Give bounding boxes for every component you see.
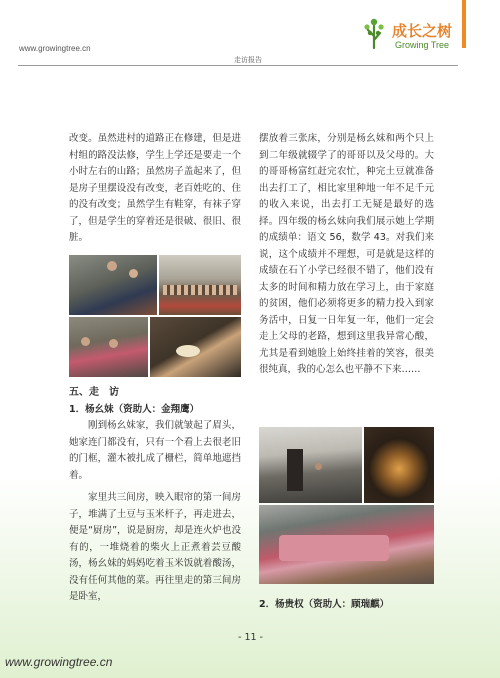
paragraph-bedroom: 摆放着三张床，分别是杨幺妹和两个只上到二年级就辍学了的哥哥以及父母的。大的哥哥杨富红赶完农忙，种完土豆就准备出去打工了，相比家里种地一年不足千元的收入来说，出去打工无疑是最好的选择。四年级的杨幺妹向我们展示她上学期的成绩单：语文 56，数学 43。对我们来说，这个成绩并不理想，可是就是这样的成绩在石丫小学已经很不错了，他们没有太多的时间和精力放在学习上，由于家庭的贫困，他们必须将更多的精力投入到家务活中，日复一日年复一年，他们一定会走上父母的老路，想到这里我异常心酸，尤其是看到她脸上始终挂着的笑容，很美很纯真，我的心怎么也平静不下来…… xyxy=(259,133,434,375)
footer-website-url[interactable]: www.growingtree.cn xyxy=(5,655,113,669)
photo-bedroom-interior xyxy=(259,505,434,584)
tree-icon xyxy=(364,19,383,48)
section-heading-visits: 五、走 访 xyxy=(69,387,119,398)
logo-chinese-text: 成长之树 xyxy=(392,22,453,40)
page-number: - 11 - xyxy=(238,632,263,643)
header-divider xyxy=(18,65,458,66)
header-section-title: 走访报告 xyxy=(234,56,262,64)
right-column xyxy=(259,131,434,379)
paragraph-continued: 改变。虽然进村的道路正在修建，但是进村组的路没法修，学生上学还是要走一个小时左右的山路；虽然房子盖起来了，但是房子里摆设没有改变，老百姓吃的、住的没有改变；虽然学生有鞋穿，有袜子穿了，但是学生的穿着还是很破、很旧、很脏。 xyxy=(69,133,241,243)
paragraph-house: 家里共三间房，映入眼帘的第一间房子，堆满了土豆与玉米杆子，再走进去，便是“厨房”，说是厨房，却是连火炉也没有的，一堆烧着的柴火上正煮着芸豆酸汤，杨幺妹的妈妈吃着玉米饭就着酸汤，没有任何其他的菜。再往里走的第三间房是卧室， xyxy=(69,492,241,602)
photo-cooking-pot xyxy=(364,427,434,503)
photo-teachers-with-students xyxy=(69,255,157,315)
photo-bowl-of-food xyxy=(150,317,241,377)
paragraph-arrival: 刚到杨幺妹家，我们就皱起了眉头，她家连门都没有，只有一个看上去很老旧的门框，灌木被扎成了栅栏，简单地遮挡着。 xyxy=(69,420,241,481)
header-website-url[interactable]: www.growingtree.cn xyxy=(19,44,91,53)
sub-heading-yang-guiquan: 2．杨贵权（资助人：顾瑞麒） xyxy=(259,599,390,610)
photo-children-outdoors xyxy=(69,317,148,377)
left-column-top xyxy=(69,131,241,247)
sub-heading-yang-yaomei: 1．杨幺妹（资助人：金翔鹰） xyxy=(69,403,200,415)
photo-class-group xyxy=(159,255,241,315)
logo-english-text: Growing Tree xyxy=(395,40,450,50)
photo-house-doorway xyxy=(259,427,362,503)
left-column-bottom xyxy=(69,385,241,606)
